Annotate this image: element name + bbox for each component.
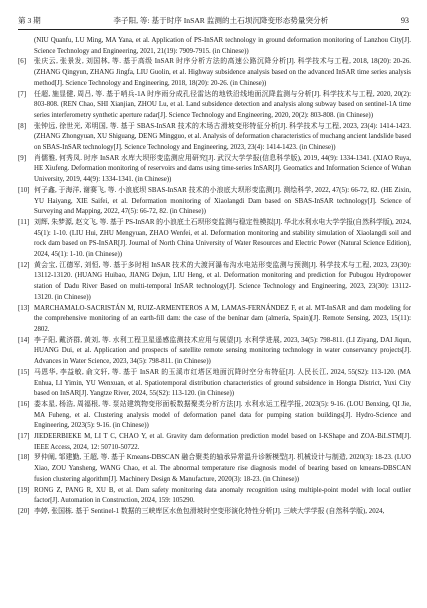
reference-number: [10] [18,186,30,194]
reference-number: [13] [18,304,30,312]
reference-number: [7] [18,90,27,98]
reference-number: [14] [18,336,30,344]
reference-list [18,36,411,518]
reference-number: [19] [18,486,30,494]
reference-text: 娄本星, 杨浩, 周福根, 等. 泵站建筑物变形面板数据聚类分析方法[J]. 水利水运工程学报, 2023(5): 9-16. (LOU Benxing, QI Jie, MA Fuheng, et al. Clustering analysis model of deformation panel data for pumping station buildings[J]. Hydro-Science and Engineering, 2023(5): 9-16. (in Chinese)) [34,400,411,430]
page-number: 93 [400,15,409,25]
reference-item [18,432,411,453]
reference-item [18,186,411,218]
reference-item [18,154,411,186]
reference-text: 罗仲阐, 邹建勤, 王超, 等. 基于 Kmeans-DBSCAN 融合聚类的轴承异常温升诊断模型[J]. 机械设计与制造, 2020(3): 18-23. (LUO Xiao, ZOU Yansheng, WANG Chao, et al. The abnormal temperature rise diagnosis model of bearing based on kmeans-DBSCAN fusion clustering algorithm[J]. Machinery Design & Manufacture, 2020(3): 18-23. (in Chinese)) [34,454,411,483]
running-title: 李子阳, 等: 基于时序 InSAR 监测的土石坝沉降变形态势量突分析 [113,15,329,25]
reference-text: 李婷, 张国栋. 基于 Sentinel-1 数据的三峡库区水鱼包滑坡时空变形演化特性分析[J]. 三峡大学学报 (自然科学版), 2024, [34,507,385,515]
header-rule [18,29,409,30]
reference-text: (NIU Quanfu, LU Ming, MA Yana, et al. Application of PS-InSAR technology in ground deformation monitoring of Lanzhou City[J]. Science Technology and Engineering, 2021, 21(19): 7909-7915. (in Chinese)) [34,37,411,55]
reference-number: [9] [18,154,27,162]
reference-number: [17] [18,433,30,441]
reference-text: MARCHAMALO-SACRISTÁN M, RUIZ-ARMENTEROS A M, LAMAS-FERNÁNDEZ F, et al. MT-InSAR and dam modeling for the comprehensive monitoring of an earth-fill dam: the case of the benínar dam (almería, Spain)[J]. Remote Sensing, 2023, 15(11): 2802. [34,304,411,333]
reference-item [18,507,411,518]
reference-text: 黄会宝, 江德军, 刘恒, 等. 基于多时相 InSAR 技术的大渡河瀑布沟水电站形变监测与预测[J]. 科学技术与工程, 2023, 23(30): 13112-13120. (HUANG Huibao, JIANG Dejun, LIU Heng, et al. Deformation monitoring and prediction for Pubugou Hydropower station of Dadu River Based on multi-temporal InSAR technology[J]. Science Technology and Engineering, 2023, 23(30): 13112-13120. (in Chinese)) [34,261,411,301]
reference-item [18,122,411,154]
reference-item [18,400,411,432]
reference-number: [11] [18,218,30,226]
reference-text: 张钟远, 徐世光, 邓明国, 等. 基于 SBAS-InSAR 技术的木场古滑坡变形特征分析[J]. 科学技术与工程, 2023, 23(4): 1414-1423. (ZHANG Zhongyuan, XU Shiguang, DENG Mingguo, et al. Analysis of deformation characteristics of muchang ancient landslide based on SBAS-InSAR technology[J]. Science Technology and Engineering, 2023, 23(4): 1414-1423. (in Chinese)) [34,122,411,152]
reference-item [18,261,411,304]
reference-text: RONG Z, PANG R, XU B, et al. Dam safety monitoring data anomaly recognition using multiple-point model with local outlier factor[J]. Automation in Construction, 2024, 159: 105290. [34,486,411,505]
reference-text: 何子鑫, 于海洋, 谢赛飞, 等. 小浪底坝 SBAS-InSAR 技术的小浪底大坝形变监测[J]. 测绘科学, 2022, 47(5): 66-72, 82. (HE Zixin, YU Haiyang, XIE Saifei, et al. Deformation monitoring of Xiaolangdi Dam based on SBAS-InSAR technology[J]. Science of Surveying and Mapping, 2022, 47(5): 66-72, 82. (in Chinese)) [34,186,411,216]
reference-number [18,36,34,57]
reference-item [18,368,411,400]
reference-number: [12] [18,261,30,269]
reference-item [18,453,411,485]
reference-text: 肖儒雅, 何秀凤. 时序 InSAR 水库大坝形变监测应用研究[J]. 武汉大学学报(信息科学版), 2019, 44(9): 1334-1341. (XIAO Ruya, HE Xiufeng. Deformation monitoring of reservoirs and dams using time-series InSAR[J]. Geomatics and Information Science of Wuhan University, 2019, 44(9): 1334-1341. (in Chinese)) [34,154,411,184]
reference-text: 任超, 施显健, 周吕, 等. 基于哨兵-1A 时序雨分成孔径雷达的地铁沿线地面沉降监测与分析[J]. 科学技术与工程, 2020, 20(2): 803-808. (REN Chao, SHI Xianjian, ZHOU Lu, et al. Land subsidence detection and analysis along subway based on sentinel-1A time series interferometry synthetic aperture radar[J]. Science Technology and Engineering, 2020, 20(2): 803-808. (in Chinese)) [34,90,411,119]
reference-item [18,90,411,122]
reference-item [18,486,411,507]
reference-text: 马恩华, 李益敏, 俞文轩, 等. 基于 InSAR 的玉溪市红塔区地面沉降时空分布特征[J]. 人民长江, 2024, 55(S2): 113-120. (MA Enhua, LI Yimin, YU Wenxuan, et al. Spatiotemporal distribution characteristics of ground subsidence in Hongta District, Yuxi City based on InSAR[J]. Yangtze River, 2024, 55(S2): 113-120. (in Chinese)) [34,368,411,398]
reference-text: 李子阳, 戴济群, 黄刘, 等. 水利工程卫星遥感监测技术应用与展望[J]. 水利学进展, 2023, 34(5): 798-811. (LI Ziyang, DAI Jiqun, HUANG Dui, et al. Application and prospects of satellite remote sensing monitoring technology in water conservancy projects[J]. Advances in Water Science, 2023, 34(5): 798-811. (in Chinese)) [34,336,411,366]
reference-item [18,336,411,368]
reference-text: 刘辉, 朱梦源, 赵文飞, 等. 基于 PS-InSAR 的小浪底土石坝形变监测与稳定性模拟[J]. 华北水利水电大学学报(自然科学版), 2024, 45(1): 1-10. (LIU Hui, ZHU Mengyuan, ZHAO Wenfei, et al. Deformation monitoring and stability simulation of Xiaolangdi soil and rock dam based on PS-InSAR[J]. Journal of North China University of Water Resources and Electric Power (Natural Science Edition), 2024, 45(1): 1-10. (in Chinese)) [34,218,411,259]
reference-text: JIEDEERBIEKE M, LI T C, CHAO Y, et al. Gravity dam deformation prediction model based on I-KShape and ZOA-BiLSTM[J]. IEEE Access, 2024, 12: 50710-50722. [34,433,411,451]
running-header [18,12,409,28]
reference-item [18,304,411,336]
reference-text: 张庆云, 张景发, 刘国林, 等. 基于高级 InSAR 时序分析方法的高速公路沉降分析[J]. 科学技术与工程, 2018, 18(20): 20-26. (ZHANG Qingyun, ZHANG Jingfa, LIU Guolin, et al. Highway subsidence analysis based on the advanced InSAR time series analysis method[J]. Science Technology and Engineering, 2018, 18(20): 20-26. (in Chinese)) [34,58,411,87]
reference-number: [20] [18,507,30,515]
reference-number: [18] [18,454,30,462]
reference-number: [8] [18,122,27,130]
reference-number: [15] [18,368,30,376]
reference-number: [6] [18,58,27,66]
reference-item [18,57,411,89]
reference-item [18,36,411,57]
issue-label: 第 3 期 [18,15,41,25]
reference-number: [16] [18,400,30,408]
reference-item [18,218,411,261]
